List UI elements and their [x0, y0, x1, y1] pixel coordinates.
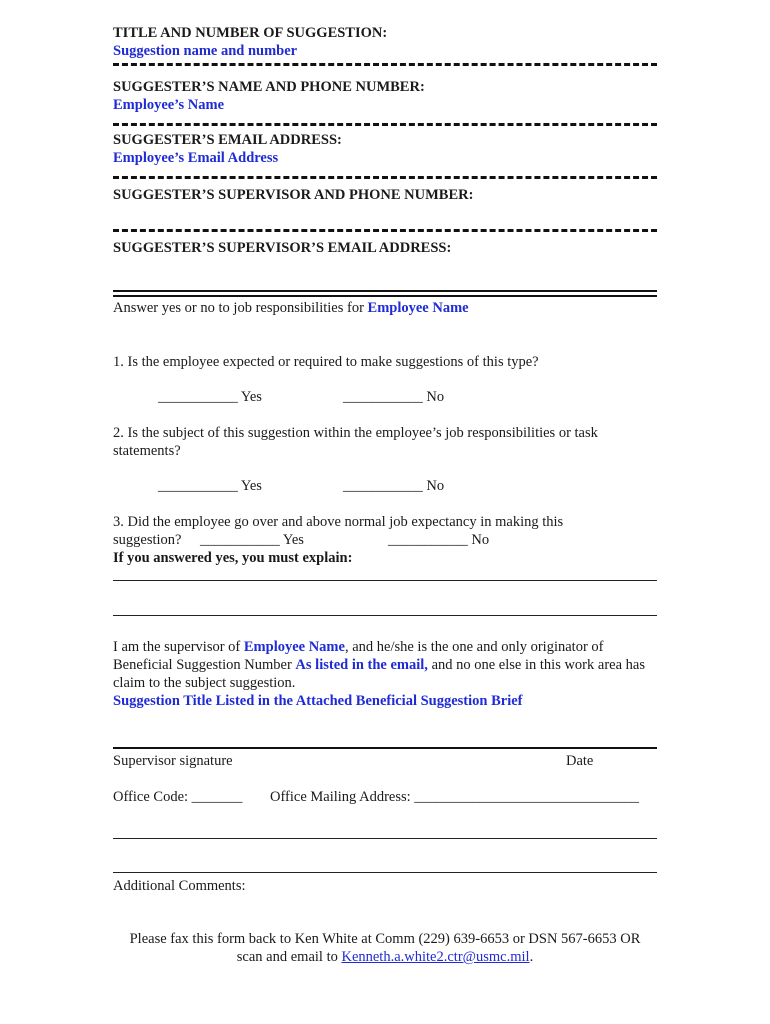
q1-no-option[interactable] [343, 388, 444, 406]
q2-no-option[interactable] [343, 477, 444, 495]
certification-paragraph [113, 638, 657, 692]
cert-suggestion-number: As listed in the email, [295, 657, 428, 673]
intro-text: Answer yes or no to job responsibilities for [113, 300, 368, 316]
dashed-divider [113, 229, 657, 232]
q1-yes-option[interactable] [158, 388, 262, 406]
section-title-value[interactable]: Suggestion name and number [113, 43, 298, 59]
q1-no-blank[interactable]: ___________ [343, 389, 423, 405]
additional-comments-label: Additional Comments: [113, 878, 246, 894]
q3-no-option[interactable] [388, 531, 489, 549]
q3-yes-label: Yes [282, 532, 304, 548]
section-title-label: TITLE AND NUMBER OF SUGGESTION: [113, 25, 388, 41]
section-supervisor-email [113, 239, 657, 257]
cert-part1: I am the supervisor of [113, 639, 244, 655]
dashed-divider [113, 123, 657, 126]
address-line-1[interactable] [113, 838, 657, 839]
office-code-field[interactable]: Office Code: _______ [113, 789, 243, 805]
q3-yes-blank[interactable]: ___________ [200, 532, 280, 548]
q1-no-label: No [426, 389, 445, 405]
intro-employee-name: Employee Name [367, 300, 469, 316]
date-label: Date [566, 753, 594, 769]
supervisor-phone-label: SUGGESTER’S SUPERVISOR AND PHONE NUMBER: [113, 187, 474, 203]
suggester-email-value[interactable]: Employee’s Email Address [113, 150, 279, 166]
explain-label: If you answered yes, you must explain: [113, 550, 353, 566]
supervisor-signature-label: Supervisor signature [113, 753, 233, 769]
q2-no-blank[interactable]: ___________ [343, 478, 423, 494]
footer-line2-post: . [529, 949, 534, 965]
section-suggester-name [113, 78, 657, 114]
supervisor-email-label: SUGGESTER’S SUPERVISOR’S EMAIL ADDRESS: [113, 240, 452, 256]
cert-part3: and no one else in this work area has claim to the subject suggestion. [113, 657, 645, 691]
q2-yes-option[interactable] [158, 477, 262, 495]
cert-part2: , and he/she is the one and only originator of Beneficial Suggestion Number [113, 639, 604, 673]
section-title [113, 24, 657, 60]
q2-yes-blank[interactable]: ___________ [158, 478, 238, 494]
q3-no-label: No [471, 532, 490, 548]
explain-line-1[interactable] [113, 580, 657, 581]
cert-suggestion-title: Suggestion Title Listed in the Attached Beneficial Suggestion Brief [113, 693, 523, 709]
suggester-email-label: SUGGESTER’S EMAIL ADDRESS: [113, 132, 342, 148]
contact-email-link[interactable]: Kenneth.a.white2.ctr@usmc.mil [341, 949, 530, 965]
section-suggester-email [113, 131, 657, 167]
dashed-divider [113, 63, 657, 66]
mailing-address-field[interactable]: Office Mailing Address: _______________________________ [270, 789, 640, 805]
q1-yes-blank[interactable]: ___________ [158, 389, 238, 405]
dashed-divider [113, 176, 657, 179]
question-2: 2. Is the subject of this suggestion within the employee’s job responsibilities or task statements? [113, 425, 598, 459]
double-divider [113, 290, 657, 297]
question-3-cont: suggestion? [113, 532, 182, 548]
q1-yes-label: Yes [240, 389, 262, 405]
q3-no-blank[interactable]: ___________ [388, 532, 468, 548]
cert-employee-name: Employee Name [243, 639, 345, 655]
suggester-name-label: SUGGESTER’S NAME AND PHONE NUMBER: [113, 79, 425, 95]
footer-line2-pre: scan and email to [236, 949, 342, 965]
intro-line [113, 299, 657, 317]
footer-line-2 [0, 948, 770, 966]
question-3: 3. Did the employee go over and above normal job expectancy in making this [113, 514, 564, 530]
explain-line-2[interactable] [113, 615, 657, 616]
footer-line-1: Please fax this form back to Ken White at Comm (229) 639-6653 or DSN 567-6653 OR [129, 931, 641, 947]
address-line-2[interactable] [113, 872, 657, 873]
suggester-name-value[interactable]: Employee’s Name [113, 97, 225, 113]
q2-yes-label: Yes [240, 478, 262, 494]
q2-no-label: No [426, 478, 445, 494]
question-1: 1. Is the employee expected or required to make suggestions of this type? [113, 354, 539, 370]
q3-yes-option[interactable] [200, 531, 304, 549]
section-supervisor-phone [113, 186, 657, 204]
signature-line[interactable] [113, 747, 657, 749]
